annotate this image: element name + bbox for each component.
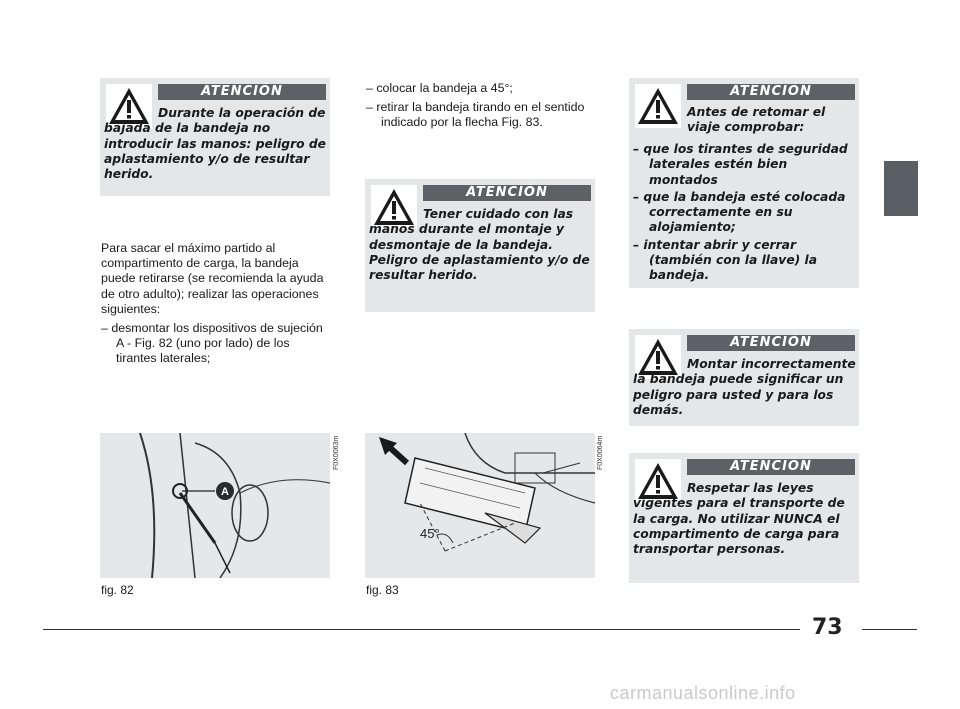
footer-rule-right [862,629,917,630]
figure-82-code: F0X0063m [333,435,340,470]
warning-text: Montar incorrectamente la bandeja puede significar un peligro para usted y para los demás. [633,357,856,417]
footer-rule-left [43,629,800,630]
warning-box-lowering [100,78,330,196]
page-number: 73 [812,615,843,640]
figure-83-label: fig. 83 [366,583,399,597]
angle-label: 45° [420,526,440,541]
warning-text: Tener cuidado con las manos durante el montaje y desmontaje de la bandeja. Peligro de aplastamiento y/o de resultar herido. [369,207,590,283]
warning-header: ATENCIÓN [687,335,855,351]
step-position-45: – colocar la bandeja a 45°; [366,81,513,95]
warning-header: ATENCIÓN [423,185,591,201]
step-remove-fasteners: – desmontar los dispositivos de sujeción A - Fig. 82 (uno por lado) de los tirantes laterales; [101,321,323,366]
watermark: carmanualsonline.info [610,683,796,703]
warning-header: ATENCIÓN [687,459,855,475]
body-text-middle [366,81,596,135]
warning-checklist [633,142,857,286]
figure-82-label: fig. 82 [101,583,134,597]
warning-box-checklist [629,78,859,288]
intro-paragraph: Para sacar el máximo partido al compartimento de carga, la bandeja puede retirarse (se recomienda la ayuda de otro adulto); realizar las operaciones siguientes: [101,241,324,316]
step-pull-out: – retirar la bandeja tirando en el sentido indicado por la flecha Fig. 83. [366,100,585,130]
warning-header: ATENCIÓN [687,84,855,100]
warning-box-mounting [629,329,859,426]
figure-83-code: F0X0064m [597,435,604,470]
warning-text: Durante la operación de bajada de la bandeja no introducir las manos: peligro de aplastamiento y/o de resultar herido. [104,106,327,182]
warning-lead: Antes de retomar el viaje comprobar: [687,105,826,135]
warning-header: ATENCIÓN [158,84,326,100]
warning-box-laws [629,453,859,583]
figure-82-image [100,433,330,578]
warning-text: Respetar las leyes vigentes para el transporte de la carga. No utilizar NUNCA el compartimento de carga para transportar personas. [633,481,845,557]
list-item: – que la bandeja esté colocada correctamente en su alojamiento; [633,189,846,235]
figure-83-image [365,433,595,578]
warning-triangle-icon [635,84,681,128]
section-thumb-tab [884,161,918,216]
warning-box-hands [365,179,595,312]
list-item: – intentar abrir y cerrar (también con la llave) la bandeja. [633,237,818,283]
body-text-left [101,241,326,371]
list-item: – que los tirantes de seguridad laterales estén bien montados [633,142,848,187]
callout-A: A [221,486,229,498]
